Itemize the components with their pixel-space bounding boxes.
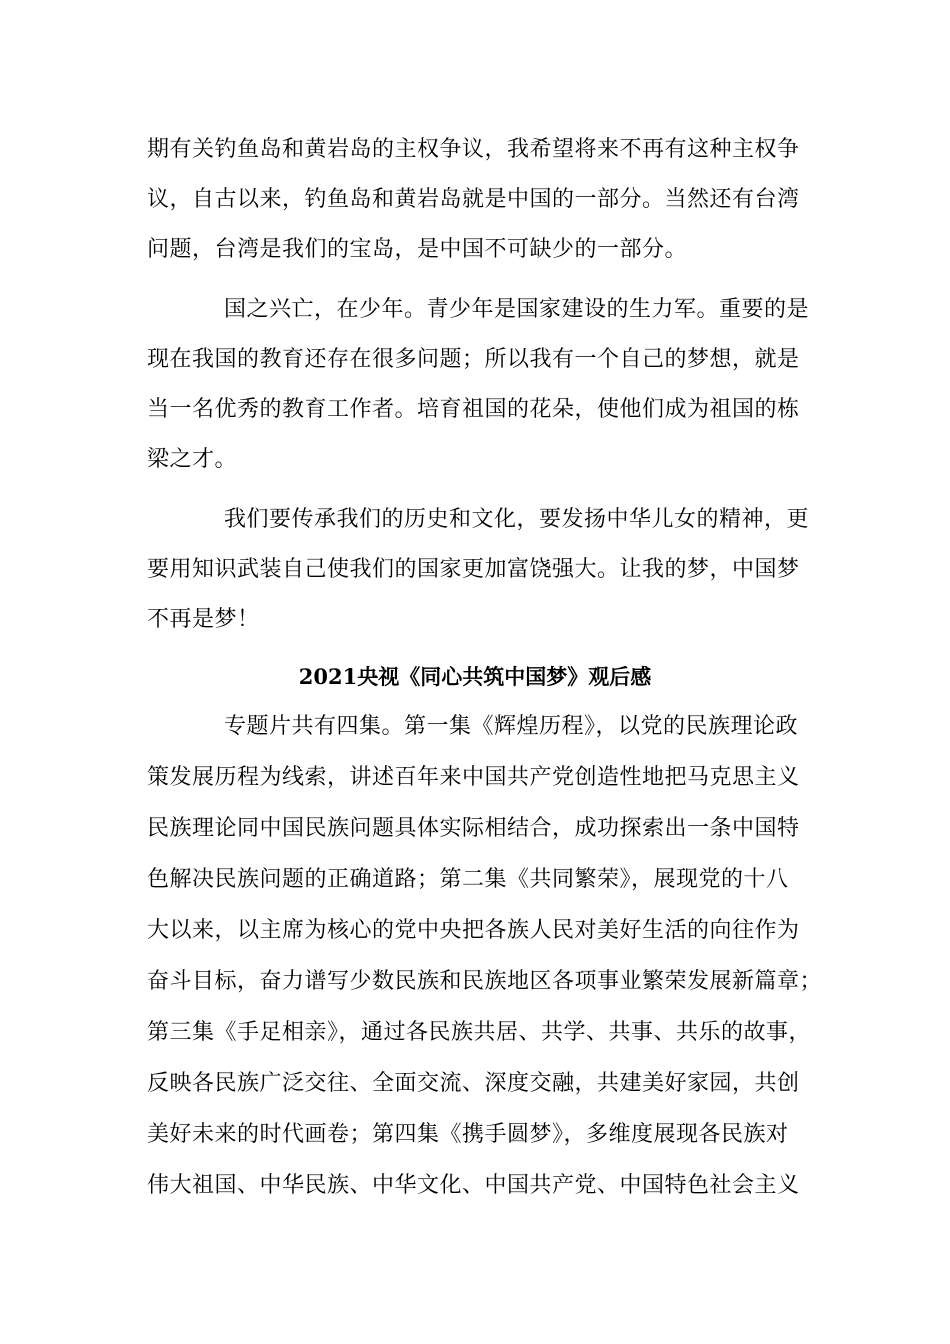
text-line: 反映各民族广泛交往、全面交流、深度交融，共建美好家园，共创 <box>147 1071 800 1096</box>
text-line: 色解决民族问题的正确道路；第二集《共同繁荣》，展现党的十八 <box>147 867 789 892</box>
text-line: 梁之才。 <box>147 447 238 472</box>
text-line: 问题，台湾是我们的宝岛，是中国不可缺少的一部分。 <box>147 237 688 262</box>
text-line: 大以来，以主席为核心的党中央把各族人民对美好生活的向往作为 <box>147 918 800 943</box>
text-line: 伟大祖国、中华民族、中华文化、中国共产党、中国特色社会主义 <box>147 1173 800 1198</box>
text-line: 期有关钓鱼岛和黄岩岛的主权争议，我希望将来不再有这种主权争 <box>147 137 800 162</box>
text-line: 不再是梦！ <box>147 607 260 632</box>
section-title: 2021央视《同心共筑中国梦》观后感 <box>298 664 652 689</box>
paragraph-first-line: 专题片共有四集。第一集《辉煌历程》，以党的民族理论政 <box>224 714 799 739</box>
text-line: 民族理论同中国民族问题具体实际相结合，成功探索出一条中国特 <box>147 816 800 841</box>
paragraph-first-line: 我们要传承我们的历史和文化，要发扬中华儿女的精神，更 <box>224 507 810 532</box>
text-line: 美好未来的时代画卷；第四集《携手圆梦》，多维度展现各民族对 <box>147 1122 789 1147</box>
text-line: 议，自古以来，钓鱼岛和黄岩岛就是中国的一部分。当然还有台湾 <box>147 187 800 212</box>
text-line: 现在我国的教育还存在很多问题；所以我有一个自己的梦想，就是 <box>147 347 800 372</box>
text-line: 要用知识武装自己使我们的国家更加富饶强大。让我的梦，中国梦 <box>147 557 800 582</box>
text-line: 当一名优秀的教育工作者。培育祖国的花朵，使他们成为祖国的栋 <box>147 397 800 422</box>
text-line: 第三集《手足相亲》，通过各民族共居、共学、共事、共乐的故事， <box>147 1020 812 1045</box>
text-line: 奋斗目标，奋力谱写少数民族和民族地区各项事业繁荣发展新篇章； <box>147 969 823 994</box>
paragraph-first-line: 国之兴亡，在少年。青少年是国家建设的生力军。重要的是 <box>224 297 810 322</box>
text-line: 策发展历程为线索，讲述百年来中国共产党创造性地把马克思主义 <box>147 765 800 790</box>
